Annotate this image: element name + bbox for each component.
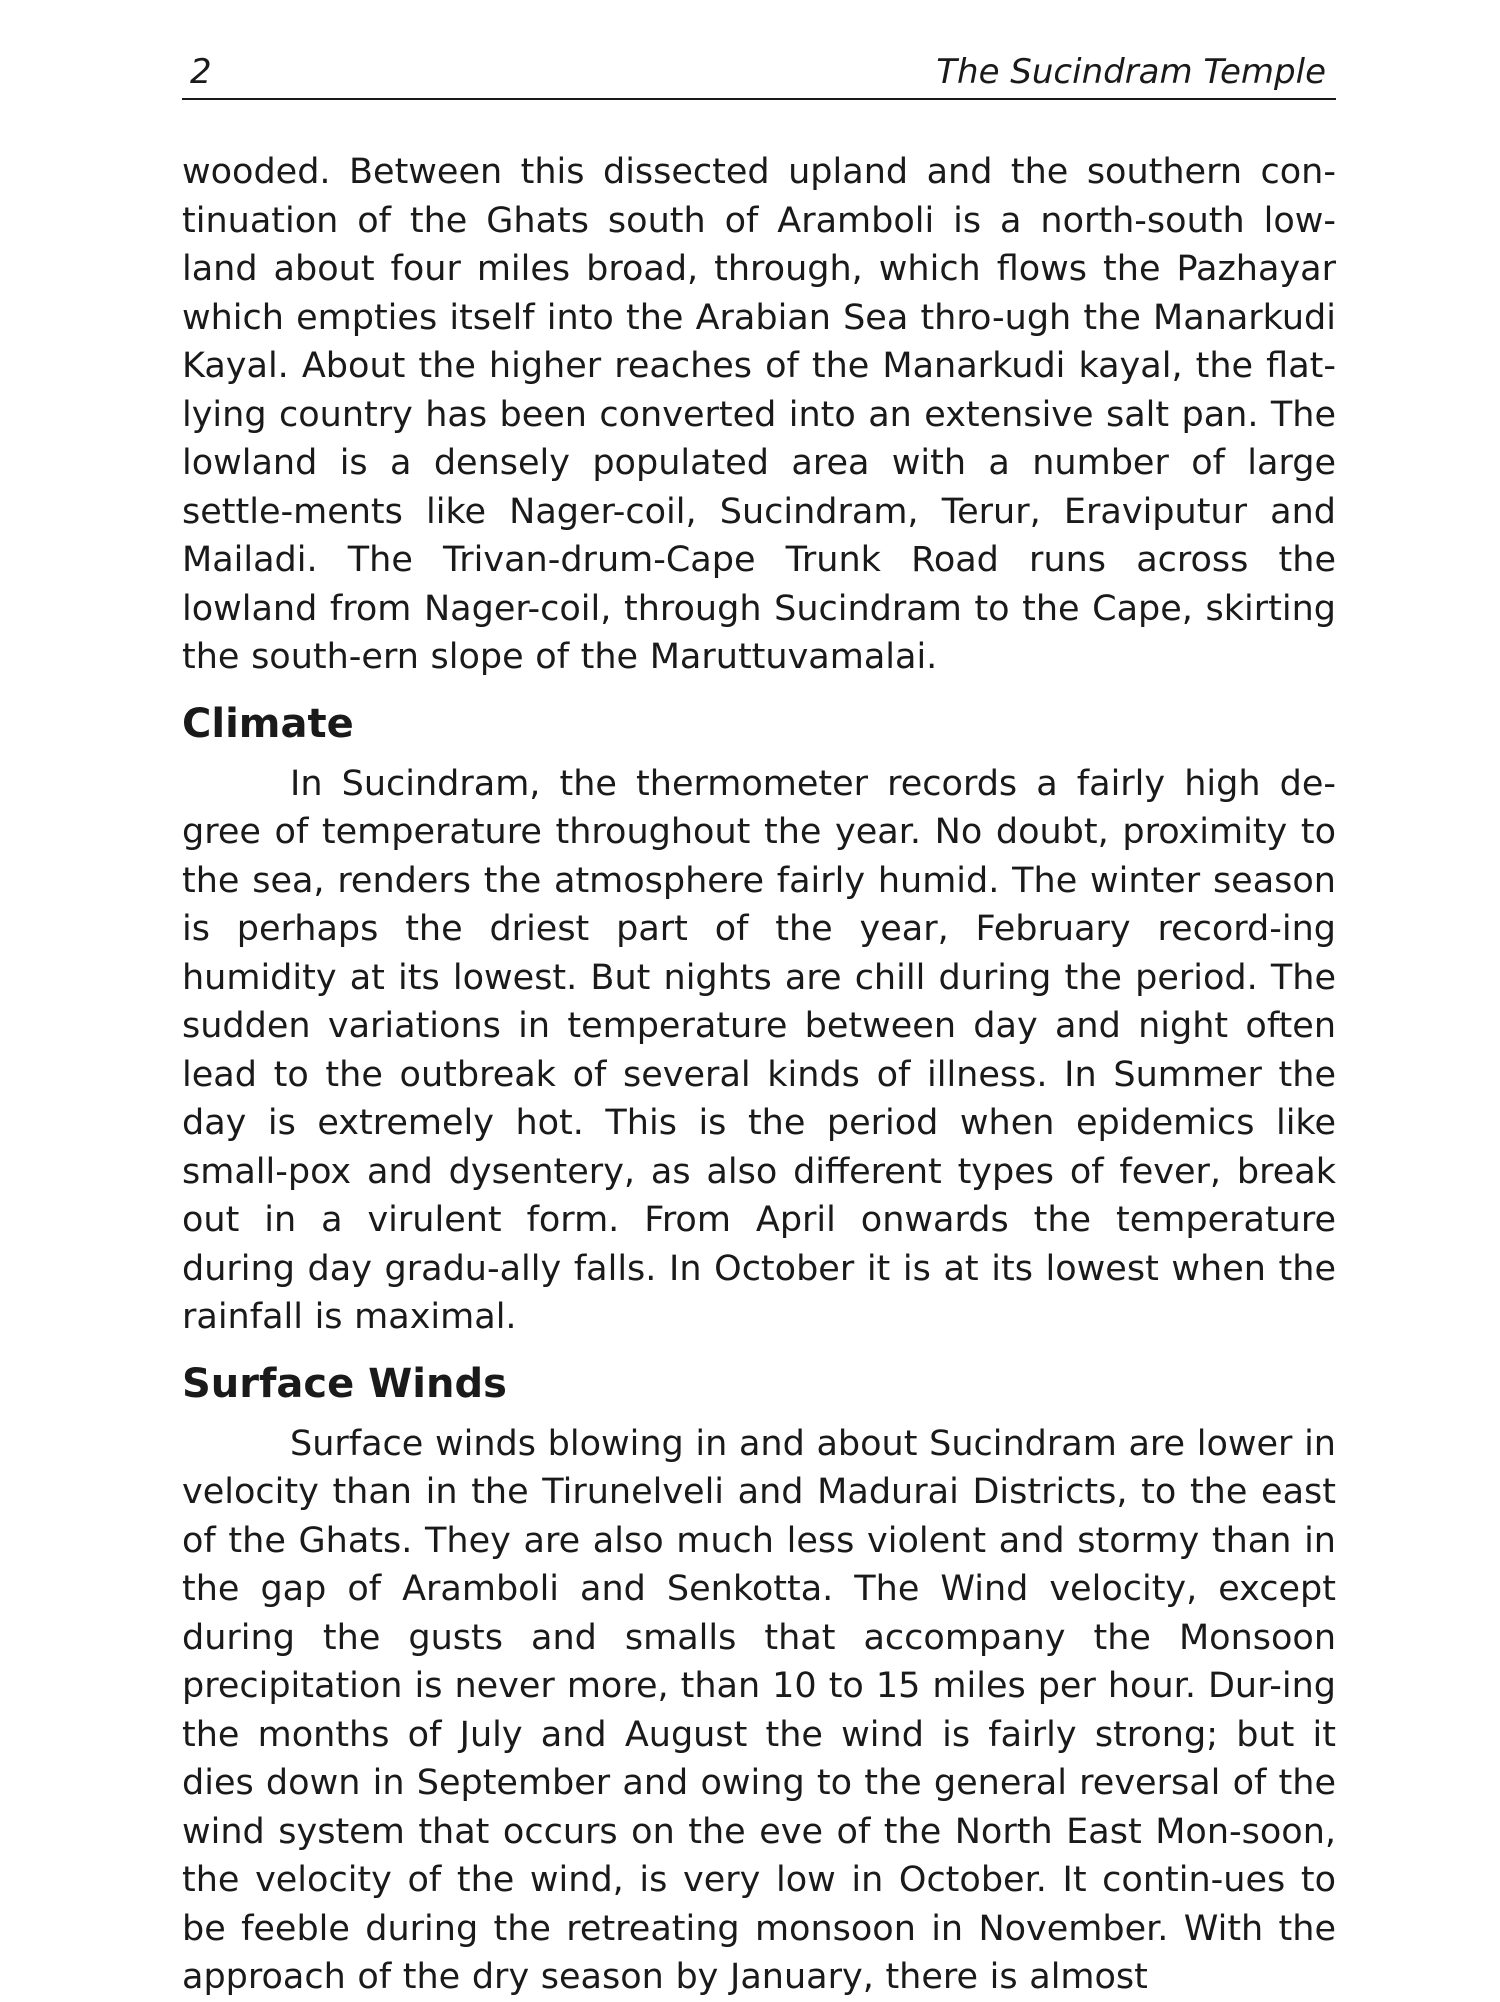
surface-winds-paragraph: Surface winds blowing in and about Sucindram are lower in velocity than in the Tirunelveli and Madurai Districts, to the east of the Ghats. They are also much less violent and stormy than in the gap of Aramboli and Senkotta. The Wind velocity, except during the gusts and smalls that accompany the Monsoon precipitation is never more, than 10 to 15 miles per hour. Dur-ing the months of July and August the wind is fairly strong; but it dies down in September and owing to the general reversal of the wind system that occurs on the eve of the North East Mon-soon, the velocity of the wind, is very low in October. It contin-ues to be feeble during the retreating monsoon in November. With the approach of the dry season by January, there is almost <box>182 1423 1336 1997</box>
climate-paragraph: In Sucindram, the thermometer records a fairly high de-gree of temperature throughout the year. No doubt, proximity to the sea, renders the atmosphere fairly humid. The winter season is perhaps the driest part of the year, February record-ing humidity at its lowest. But nights are chill during the period. The sudden variations in temperature between day and night often lead to the outbreak of several kinds of illness. In Summer the day is extremely hot. This is the period when epidemics like small-pox and dysentery, as also different types of fever, break out in a virulent form. From April onwards the temperature during day gradu-ally falls. In October it is at its lowest when the rainfall is maximal. <box>182 763 1336 1337</box>
page-number: 2 <box>190 52 212 92</box>
section-heading-climate: Climate <box>182 700 354 747</box>
page-header <box>182 44 1336 100</box>
page-body <box>182 148 1336 2002</box>
running-title: The Sucindram Temple <box>936 52 1326 92</box>
intro-paragraph: wooded. Between this dissected upland and the southern con-tinuation of the Ghats south of Aramboli is a north-south low-land about four miles broad, through, which flows the Pazhayar which empties itself into the Arabian Sea thro-ugh the Manarkudi Kayal. About the higher reaches of the Manarkudi kayal, the flat-lying country has been converted into an extensive salt pan. The lowland is a densely populated area with a number of large settle-ments like Nager-coil, Sucindram, Terur, Eraviputur and Mailadi. The Trivan-drum-Cape Trunk Road runs across the lowland from Nager-coil, through Sucindram to the Cape, skirting the south-ern slope of the Maruttuvamalai. <box>182 152 1336 677</box>
section-heading-surface-winds: Surface Winds <box>182 1360 507 1407</box>
